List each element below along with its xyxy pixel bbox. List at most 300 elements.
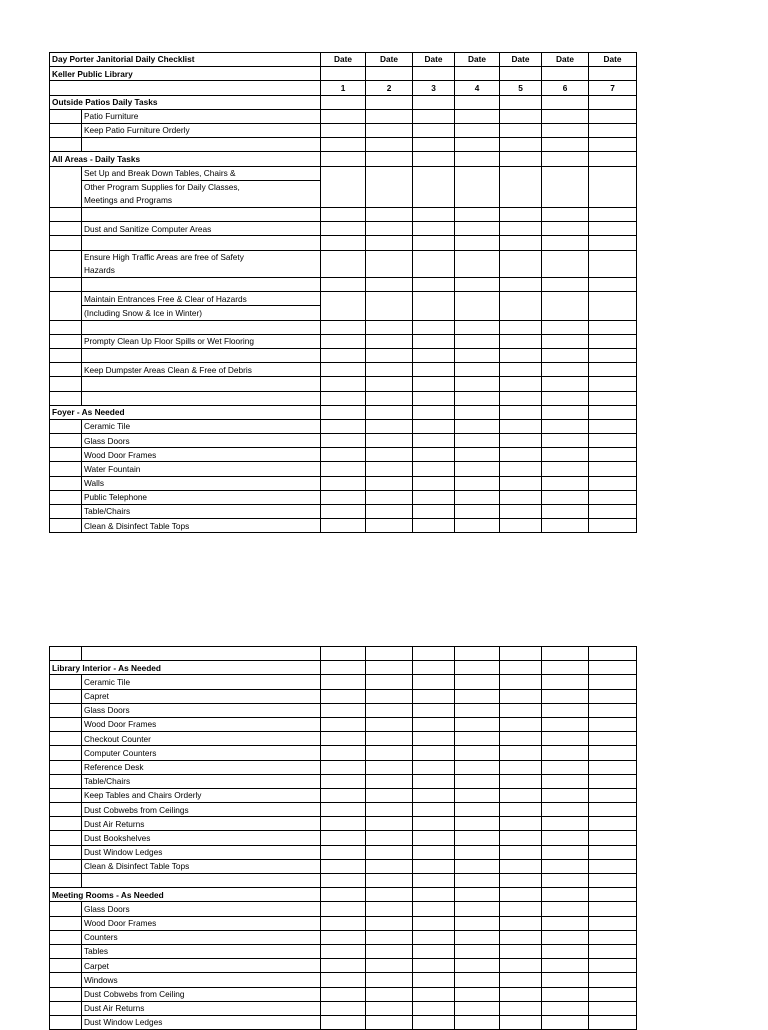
check-cell[interactable]: [542, 760, 589, 774]
check-cell[interactable]: [455, 959, 500, 973]
check-cell[interactable]: [455, 944, 500, 958]
date-cell[interactable]: [542, 67, 589, 81]
check-cell[interactable]: [542, 845, 589, 859]
check-cell[interactable]: [413, 788, 455, 802]
check-cell[interactable]: [500, 434, 542, 448]
check-cell[interactable]: [455, 675, 500, 689]
check-cell[interactable]: [455, 1015, 500, 1029]
task-row: [50, 703, 637, 717]
check-cell[interactable]: [500, 831, 542, 845]
check-cell[interactable]: [455, 490, 500, 504]
check-cell[interactable]: [366, 732, 413, 746]
check-cell[interactable]: [413, 476, 455, 490]
check-cell[interactable]: [455, 859, 500, 873]
check-cell[interactable]: [321, 476, 366, 490]
check-cell[interactable]: [500, 746, 542, 760]
check-cell[interactable]: [413, 902, 455, 916]
subtitle-row: [50, 67, 637, 81]
check-cell[interactable]: [542, 902, 589, 916]
check-cell[interactable]: [413, 817, 455, 831]
check-cell[interactable]: [366, 1015, 413, 1029]
check-cell[interactable]: [589, 519, 637, 533]
task-row: [50, 845, 637, 859]
check-cell[interactable]: [542, 703, 589, 717]
check-cell[interactable]: [321, 987, 366, 1001]
check-cell[interactable]: [366, 419, 413, 433]
check-cell[interactable]: [413, 1001, 455, 1015]
check-cell[interactable]: [589, 250, 637, 277]
check-cell[interactable]: [500, 902, 542, 916]
check-cell[interactable]: [366, 760, 413, 774]
check-cell[interactable]: [542, 859, 589, 873]
check-cell[interactable]: [500, 292, 542, 320]
date-cell[interactable]: [366, 67, 413, 81]
check-cell[interactable]: [589, 944, 637, 958]
check-cell[interactable]: [500, 490, 542, 504]
check-cell[interactable]: [413, 760, 455, 774]
check-cell[interactable]: [542, 505, 589, 519]
check-cell[interactable]: [413, 732, 455, 746]
check-cell[interactable]: [589, 123, 637, 137]
check-cell[interactable]: [542, 817, 589, 831]
check-cell[interactable]: [500, 774, 542, 788]
check-cell[interactable]: [413, 689, 455, 703]
check-cell[interactable]: [366, 902, 413, 916]
check-cell[interactable]: [455, 746, 500, 760]
check-cell[interactable]: [413, 1015, 455, 1029]
check-cell[interactable]: [500, 944, 542, 958]
check-cell[interactable]: [455, 717, 500, 731]
check-cell[interactable]: [542, 166, 589, 208]
check-cell[interactable]: [500, 916, 542, 930]
check-cell[interactable]: [413, 166, 455, 208]
check-cell[interactable]: [366, 519, 413, 533]
check-cell[interactable]: [500, 109, 542, 123]
check-cell[interactable]: [542, 987, 589, 1001]
check-cell[interactable]: [589, 717, 637, 731]
check-cell[interactable]: [366, 363, 413, 377]
check-cell[interactable]: [366, 703, 413, 717]
check-cell[interactable]: [366, 689, 413, 703]
check-cell[interactable]: [321, 788, 366, 802]
check-cell[interactable]: [455, 703, 500, 717]
check-cell[interactable]: [366, 1001, 413, 1015]
check-cell[interactable]: [589, 803, 637, 817]
check-cell[interactable]: [589, 1015, 637, 1029]
check-cell[interactable]: [500, 123, 542, 137]
task-label: Clean & Disinfect Table Tops: [82, 519, 321, 533]
check-cell[interactable]: [321, 817, 366, 831]
check-cell[interactable]: [413, 774, 455, 788]
check-cell[interactable]: [321, 109, 366, 123]
check-cell[interactable]: [455, 973, 500, 987]
check-cell[interactable]: [413, 123, 455, 137]
check-cell[interactable]: [542, 462, 589, 476]
check-cell[interactable]: [500, 476, 542, 490]
check-cell[interactable]: [455, 845, 500, 859]
check-cell[interactable]: [542, 109, 589, 123]
check-cell[interactable]: [455, 774, 500, 788]
check-cell[interactable]: [366, 859, 413, 873]
check-cell[interactable]: [542, 788, 589, 802]
task-label: Water Fountain: [82, 462, 321, 476]
task-label: Table/Chairs: [82, 774, 321, 788]
check-cell[interactable]: [321, 973, 366, 987]
check-cell[interactable]: [589, 774, 637, 788]
check-cell[interactable]: [413, 930, 455, 944]
check-cell[interactable]: [366, 987, 413, 1001]
check-cell[interactable]: [500, 930, 542, 944]
check-cell[interactable]: [321, 448, 366, 462]
check-cell[interactable]: [589, 334, 637, 348]
check-cell[interactable]: [455, 817, 500, 831]
check-cell[interactable]: [413, 250, 455, 277]
check-cell[interactable]: [455, 419, 500, 433]
check-cell[interactable]: [500, 334, 542, 348]
task-row: [50, 166, 637, 180]
check-cell[interactable]: [542, 292, 589, 320]
check-cell[interactable]: [413, 859, 455, 873]
check-cell[interactable]: [455, 732, 500, 746]
check-cell[interactable]: [321, 505, 366, 519]
check-cell[interactable]: [500, 675, 542, 689]
check-cell[interactable]: [500, 505, 542, 519]
check-cell[interactable]: [542, 1015, 589, 1029]
check-cell[interactable]: [589, 689, 637, 703]
task-label: Dust Bookshelves: [82, 831, 321, 845]
check-cell[interactable]: [321, 959, 366, 973]
check-cell[interactable]: [321, 250, 366, 277]
check-cell[interactable]: [413, 803, 455, 817]
check-cell[interactable]: [500, 1015, 542, 1029]
check-cell[interactable]: [321, 490, 366, 504]
date-cell[interactable]: [455, 67, 500, 81]
check-cell[interactable]: [589, 476, 637, 490]
check-cell[interactable]: [589, 434, 637, 448]
check-cell[interactable]: [321, 292, 366, 320]
check-cell[interactable]: [366, 788, 413, 802]
task-label: Checkout Counter: [82, 732, 321, 746]
check-cell[interactable]: [542, 959, 589, 973]
check-cell[interactable]: [366, 505, 413, 519]
check-cell[interactable]: [455, 902, 500, 916]
check-cell[interactable]: [321, 689, 366, 703]
check-cell[interactable]: [321, 434, 366, 448]
check-cell[interactable]: [366, 292, 413, 320]
task-row: [50, 831, 637, 845]
check-cell[interactable]: [500, 419, 542, 433]
check-cell[interactable]: [455, 292, 500, 320]
check-cell[interactable]: [455, 519, 500, 533]
task-label: Clean & Disinfect Table Tops: [82, 859, 321, 873]
check-cell[interactable]: [366, 476, 413, 490]
check-cell[interactable]: [413, 973, 455, 987]
check-cell[interactable]: [321, 123, 366, 137]
check-cell[interactable]: [589, 916, 637, 930]
check-cell[interactable]: [589, 109, 637, 123]
check-cell[interactable]: [589, 959, 637, 973]
check-cell[interactable]: [500, 859, 542, 873]
check-cell[interactable]: [455, 448, 500, 462]
check-cell[interactable]: [321, 859, 366, 873]
check-cell[interactable]: [500, 717, 542, 731]
check-cell[interactable]: [542, 973, 589, 987]
check-cell[interactable]: [542, 930, 589, 944]
check-cell[interactable]: [321, 803, 366, 817]
check-cell[interactable]: [455, 505, 500, 519]
check-cell[interactable]: [413, 675, 455, 689]
check-cell[interactable]: [589, 222, 637, 236]
check-cell[interactable]: [500, 222, 542, 236]
check-cell[interactable]: [589, 859, 637, 873]
check-cell[interactable]: [413, 717, 455, 731]
check-cell[interactable]: [500, 788, 542, 802]
check-cell[interactable]: [542, 490, 589, 504]
check-cell[interactable]: [542, 1001, 589, 1015]
check-cell[interactable]: [413, 448, 455, 462]
check-cell[interactable]: [413, 434, 455, 448]
check-cell[interactable]: [589, 732, 637, 746]
check-cell[interactable]: [542, 732, 589, 746]
check-cell[interactable]: [321, 760, 366, 774]
check-cell[interactable]: [366, 973, 413, 987]
check-cell[interactable]: [321, 1015, 366, 1029]
check-cell[interactable]: [542, 250, 589, 277]
check-cell[interactable]: [366, 462, 413, 476]
check-cell[interactable]: [455, 930, 500, 944]
check-cell[interactable]: [455, 788, 500, 802]
check-cell[interactable]: [321, 419, 366, 433]
check-cell[interactable]: [455, 363, 500, 377]
check-cell[interactable]: [589, 462, 637, 476]
check-cell[interactable]: [413, 944, 455, 958]
check-cell[interactable]: [589, 1001, 637, 1015]
check-cell[interactable]: [366, 123, 413, 137]
check-cell[interactable]: [413, 363, 455, 377]
check-cell[interactable]: [500, 166, 542, 208]
check-cell[interactable]: [366, 746, 413, 760]
check-cell[interactable]: [413, 916, 455, 930]
check-cell[interactable]: [455, 334, 500, 348]
check-cell[interactable]: [366, 250, 413, 277]
check-cell[interactable]: [321, 717, 366, 731]
check-cell[interactable]: [321, 519, 366, 533]
check-cell[interactable]: [321, 831, 366, 845]
check-cell[interactable]: [500, 760, 542, 774]
check-cell[interactable]: [500, 959, 542, 973]
check-cell[interactable]: [321, 902, 366, 916]
check-cell[interactable]: [321, 732, 366, 746]
check-cell[interactable]: [455, 222, 500, 236]
check-cell[interactable]: [589, 363, 637, 377]
check-cell[interactable]: [542, 689, 589, 703]
check-cell[interactable]: [321, 746, 366, 760]
check-cell[interactable]: [413, 462, 455, 476]
check-cell[interactable]: [500, 987, 542, 1001]
check-cell[interactable]: [589, 788, 637, 802]
check-cell[interactable]: [455, 803, 500, 817]
task-label: Dust Air Returns: [82, 1001, 321, 1015]
check-cell[interactable]: [366, 448, 413, 462]
check-cell[interactable]: [455, 250, 500, 277]
check-cell[interactable]: [500, 817, 542, 831]
check-cell[interactable]: [589, 448, 637, 462]
check-cell[interactable]: [413, 519, 455, 533]
check-cell[interactable]: [321, 334, 366, 348]
check-cell[interactable]: [366, 845, 413, 859]
check-cell[interactable]: [366, 166, 413, 208]
check-cell[interactable]: [413, 987, 455, 1001]
check-cell[interactable]: [542, 675, 589, 689]
check-cell[interactable]: [589, 505, 637, 519]
check-cell[interactable]: [321, 845, 366, 859]
check-cell[interactable]: [321, 222, 366, 236]
task-row: [50, 973, 637, 987]
check-cell[interactable]: [589, 746, 637, 760]
check-cell[interactable]: [413, 845, 455, 859]
check-cell[interactable]: [455, 916, 500, 930]
check-cell[interactable]: [413, 222, 455, 236]
check-cell[interactable]: [542, 476, 589, 490]
check-cell[interactable]: [366, 675, 413, 689]
check-cell[interactable]: [589, 166, 637, 208]
check-cell[interactable]: [542, 419, 589, 433]
check-cell[interactable]: [542, 519, 589, 533]
check-cell[interactable]: [500, 845, 542, 859]
check-cell[interactable]: [366, 774, 413, 788]
check-cell[interactable]: [455, 1001, 500, 1015]
check-cell[interactable]: [321, 363, 366, 377]
date-cell[interactable]: [500, 67, 542, 81]
check-cell[interactable]: [589, 930, 637, 944]
check-cell[interactable]: [366, 222, 413, 236]
check-cell[interactable]: [589, 845, 637, 859]
check-cell[interactable]: [589, 831, 637, 845]
check-cell[interactable]: [413, 109, 455, 123]
check-cell[interactable]: [455, 689, 500, 703]
date-cell[interactable]: [321, 67, 366, 81]
check-cell[interactable]: [500, 1001, 542, 1015]
check-cell[interactable]: [321, 462, 366, 476]
date-cell[interactable]: [413, 67, 455, 81]
check-cell[interactable]: [500, 519, 542, 533]
date-cell[interactable]: [589, 67, 637, 81]
check-cell[interactable]: [455, 109, 500, 123]
check-cell[interactable]: [366, 490, 413, 504]
check-cell[interactable]: [366, 930, 413, 944]
check-cell[interactable]: [500, 363, 542, 377]
check-cell[interactable]: [589, 973, 637, 987]
task-row: [50, 746, 637, 760]
check-cell[interactable]: [542, 434, 589, 448]
check-cell[interactable]: [500, 732, 542, 746]
date-header: Date: [500, 53, 542, 67]
check-cell[interactable]: [413, 292, 455, 320]
check-cell[interactable]: [321, 166, 366, 208]
check-cell[interactable]: [321, 930, 366, 944]
check-cell[interactable]: [542, 123, 589, 137]
check-cell[interactable]: [500, 689, 542, 703]
check-cell[interactable]: [321, 675, 366, 689]
check-cell[interactable]: [455, 987, 500, 1001]
check-cell[interactable]: [366, 717, 413, 731]
check-cell[interactable]: [542, 916, 589, 930]
check-cell[interactable]: [366, 831, 413, 845]
check-cell[interactable]: [589, 987, 637, 1001]
check-cell[interactable]: [413, 334, 455, 348]
check-cell[interactable]: [542, 944, 589, 958]
check-cell[interactable]: [542, 746, 589, 760]
check-cell[interactable]: [542, 448, 589, 462]
check-cell[interactable]: [542, 774, 589, 788]
check-cell[interactable]: [589, 419, 637, 433]
check-cell[interactable]: [321, 916, 366, 930]
check-cell[interactable]: [589, 675, 637, 689]
check-cell[interactable]: [366, 334, 413, 348]
task-label: Wood Door Frames: [82, 448, 321, 462]
check-cell[interactable]: [542, 363, 589, 377]
check-cell[interactable]: [542, 717, 589, 731]
task-row: [50, 519, 637, 533]
check-cell[interactable]: [366, 803, 413, 817]
check-cell[interactable]: [321, 1001, 366, 1015]
check-cell[interactable]: [413, 831, 455, 845]
check-cell[interactable]: [542, 222, 589, 236]
section-heading-row: [50, 152, 637, 166]
check-cell[interactable]: [455, 476, 500, 490]
check-cell[interactable]: [413, 505, 455, 519]
check-cell[interactable]: [366, 434, 413, 448]
check-cell[interactable]: [366, 944, 413, 958]
check-cell[interactable]: [542, 803, 589, 817]
check-cell[interactable]: [589, 902, 637, 916]
check-cell[interactable]: [589, 490, 637, 504]
check-cell[interactable]: [500, 250, 542, 277]
check-cell[interactable]: [455, 434, 500, 448]
check-cell[interactable]: [455, 123, 500, 137]
check-cell[interactable]: [542, 831, 589, 845]
check-cell[interactable]: [413, 419, 455, 433]
check-cell[interactable]: [366, 109, 413, 123]
check-cell[interactable]: [455, 760, 500, 774]
check-cell[interactable]: [500, 448, 542, 462]
check-cell[interactable]: [542, 334, 589, 348]
check-cell[interactable]: [455, 831, 500, 845]
day-number: 2: [366, 81, 413, 95]
check-cell[interactable]: [321, 944, 366, 958]
check-cell[interactable]: [413, 746, 455, 760]
check-cell[interactable]: [589, 760, 637, 774]
check-cell[interactable]: [500, 803, 542, 817]
check-cell[interactable]: [321, 774, 366, 788]
check-cell[interactable]: [366, 916, 413, 930]
check-cell[interactable]: [321, 703, 366, 717]
check-cell[interactable]: [366, 817, 413, 831]
spacer-row: [50, 320, 637, 334]
check-cell[interactable]: [500, 973, 542, 987]
check-cell[interactable]: [589, 292, 637, 320]
check-cell[interactable]: [413, 959, 455, 973]
check-cell[interactable]: [413, 703, 455, 717]
check-cell[interactable]: [589, 817, 637, 831]
check-cell[interactable]: [589, 703, 637, 717]
check-cell[interactable]: [366, 959, 413, 973]
check-cell[interactable]: [413, 490, 455, 504]
check-cell[interactable]: [500, 703, 542, 717]
check-cell[interactable]: [455, 166, 500, 208]
check-cell[interactable]: [455, 462, 500, 476]
check-cell[interactable]: [500, 462, 542, 476]
